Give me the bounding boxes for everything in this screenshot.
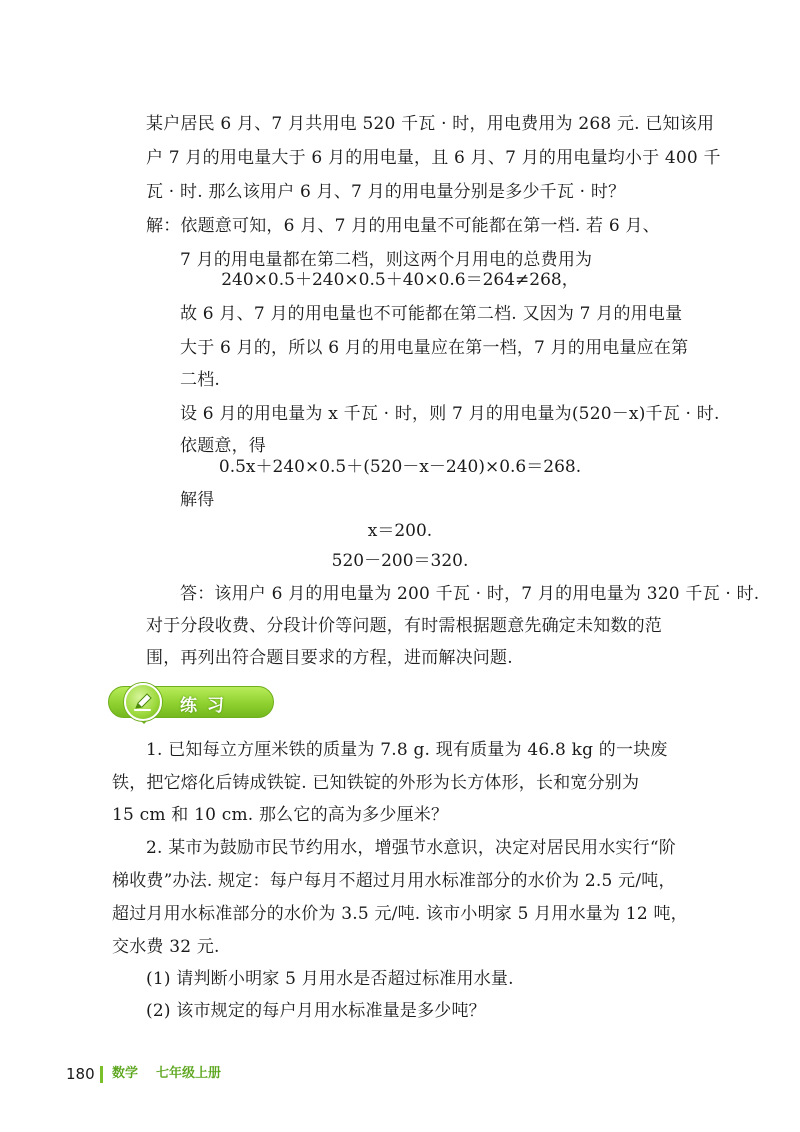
- equation-july-usage: 520－200＝320.: [331, 551, 469, 571]
- solution-line-7: 依题意，得: [180, 436, 266, 456]
- answer-line: 答：该用户 6 月的用电量为 200 千瓦 · 时，7 月的用电量为 320 千瓦 · 时.: [180, 584, 760, 604]
- footer-divider: [100, 1066, 103, 1083]
- equation-setup: 0.5x＋240×0.5＋(520－x－240)×0.6＝268.: [218, 457, 582, 477]
- solution-line-5: 二档.: [180, 370, 221, 390]
- exercise-2-line-1: 2. 某市为鼓励市民节约用水，增强节水意识，决定对居民用水实行“阶: [146, 838, 676, 858]
- solution-line-1: 解：依题意可知，6 月、7 月的用电量不可能都在第一档. 若 6 月、: [146, 216, 660, 236]
- banner-circle: [124, 683, 162, 721]
- exercise-1-line-2: 铁，把它熔化后铸成铁锭. 已知铁锭的外形为长方体形，长和宽分别为: [112, 773, 640, 793]
- footer-subject: 数学: [112, 1066, 139, 1081]
- problem-line-1: 某户居民 6 月、7 月共用电 520 千瓦 · 时，用电费用为 268 元. 已知该用: [146, 114, 715, 134]
- summary-line-1: 对于分段收费、分段计价等问题，有时需根据题意先确定未知数的范: [146, 616, 662, 636]
- solution-line-3: 故 6 月、7 月的用电量也不可能都在第二档. 又因为 7 月的用电量: [180, 304, 683, 324]
- pencil-icon: [132, 691, 154, 713]
- banner-label: 练习: [180, 696, 234, 716]
- practice-banner: [108, 683, 274, 721]
- problem-line-2: 户 7 月的用电量大于 6 月的用电量，且 6 月、7 月的用电量均小于 400 千: [146, 148, 721, 168]
- footer-grade: 七年级上册: [156, 1066, 222, 1081]
- summary-line-2: 围，再列出符合题目要求的方程，进而解决问题.: [146, 648, 513, 668]
- exercise-1-line-1: 1. 已知每立方厘米铁的质量为 7.8 g. 现有质量为 46.8 kg 的一块废: [146, 740, 668, 760]
- solution-line-2: 7 月的用电量都在第二档，则这两个月用电的总费用为: [180, 250, 593, 270]
- sub-question-2: (2) 该市规定的每户月用水标准量是多少吨？: [146, 1001, 486, 1021]
- page-number: 180: [66, 1065, 95, 1083]
- problem-line-3: 瓦 · 时. 那么该用户 6 月、7 月的用电量分别是多少千瓦 · 时？: [146, 182, 626, 202]
- solve-label: 解得: [180, 490, 215, 510]
- equation-x-value: x＝200.: [367, 521, 433, 541]
- solution-line-6: 设 6 月的用电量为 x 千瓦 · 时，则 7 月的用电量为(520－x)千瓦 · 时.: [180, 404, 720, 424]
- exercise-1-line-3: 15 cm 和 10 cm. 那么它的高为多少厘米？: [112, 805, 449, 825]
- exercise-2-line-4: 交水费 32 元.: [112, 937, 220, 957]
- equation-total-cost: 240×0.5＋240×0.5＋40×0.6＝264≠268，: [221, 270, 579, 290]
- sub-question-1: (1) 请判断小明家 5 月用水是否超过标准用水量.: [146, 969, 514, 989]
- solution-line-4: 大于 6 月的，所以 6 月的用电量应在第一档，7 月的用电量应在第: [180, 338, 689, 358]
- exercise-2-line-3: 超过月用水标准部分的水价为 3.5 元/吨. 该市小明家 5 月用水量为 12 吨，: [112, 904, 688, 924]
- exercise-2-line-2: 梯收费”办法. 规定：每户每月不超过月用水标准部分的水价为 2.5 元/吨，: [112, 871, 676, 891]
